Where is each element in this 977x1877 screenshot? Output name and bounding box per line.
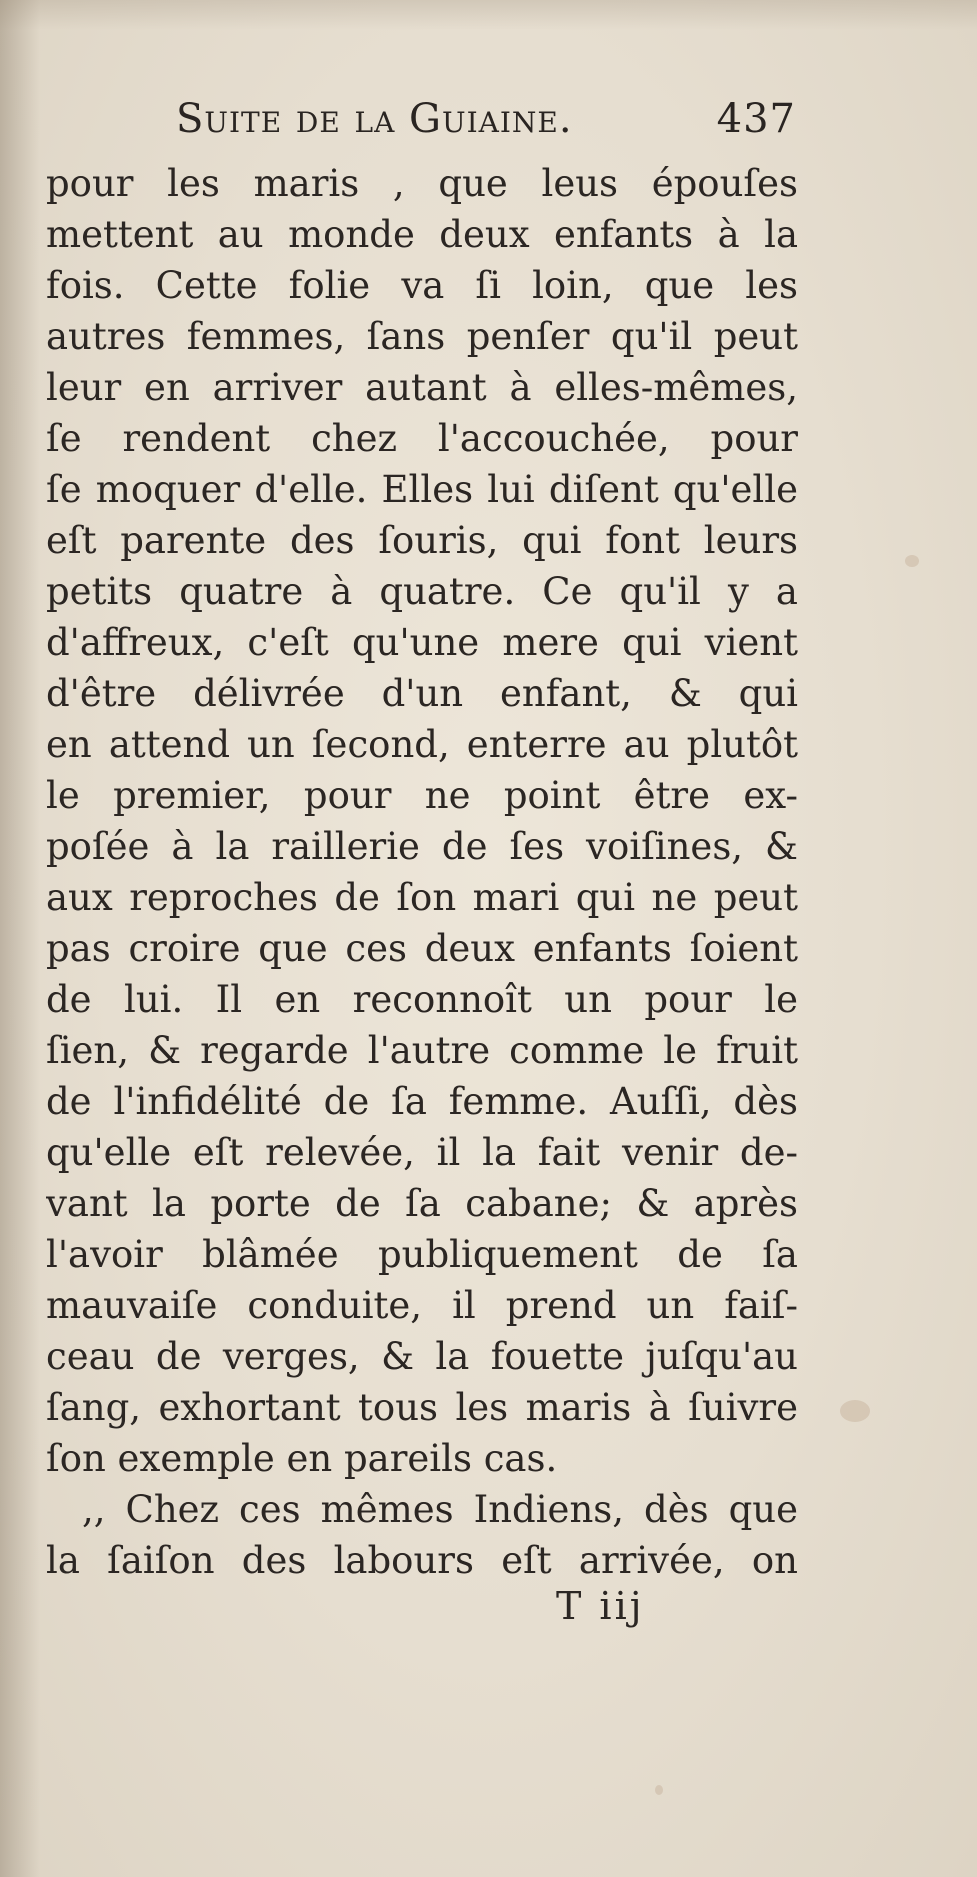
binding-shadow bbox=[0, 0, 40, 1877]
text-line: ſe moquer d'elle. Elles lui diſent qu'elle bbox=[46, 468, 798, 511]
text-line: mauvaiſe conduite, il prend un faiſ- bbox=[46, 1284, 798, 1327]
foxing-spot bbox=[840, 1400, 870, 1422]
running-title: Suite de la Guiaine. bbox=[176, 96, 573, 142]
foxing-spot bbox=[655, 1785, 663, 1795]
text-line: en attend un ſecond, enterre au plutôt bbox=[46, 723, 798, 766]
text-line: l'avoir blâmée publiquement de ſa bbox=[46, 1233, 798, 1276]
signature-mark: T iij bbox=[556, 1584, 645, 1628]
paragraph-start-line: ,, Chez ces mêmes Indiens, dès que bbox=[82, 1488, 798, 1531]
text-line: de l'infidélité de ſa femme. Auſſi, dès bbox=[46, 1080, 798, 1123]
text-line: qu'elle eſt relevée, il la fait venir de- bbox=[46, 1131, 798, 1174]
text-line: aux reproches de ſon mari qui ne peut bbox=[46, 876, 798, 919]
text-line: mettent au monde deux enfants à la bbox=[46, 213, 798, 256]
text-line: d'être délivrée d'un enfant, & qui bbox=[46, 672, 798, 715]
text-line: le premier, pour ne point être ex- bbox=[46, 774, 798, 817]
foxing-spot bbox=[905, 555, 919, 567]
page-number: 437 bbox=[716, 96, 796, 142]
text-line: pour les maris , que leus épouſes bbox=[46, 162, 798, 205]
text-line: fois. Cette folie va ſi loin, que les bbox=[46, 264, 798, 307]
text-line: autres femmes, ſans penſer qu'il peut bbox=[46, 315, 798, 358]
page-header bbox=[176, 96, 816, 152]
text-line: eſt parente des ſouris, qui font leurs bbox=[46, 519, 798, 562]
page-top-edge bbox=[0, 0, 977, 30]
text-line: d'affreux, c'eſt qu'une mere qui vient bbox=[46, 621, 798, 664]
text-line: de lui. Il en reconnoît un pour le bbox=[46, 978, 798, 1021]
text-line: la ſaiſon des labours eſt arrivée, on bbox=[46, 1539, 798, 1582]
text-line: petits quatre à quatre. Ce qu'il y a bbox=[46, 570, 798, 613]
text-line: ceau de verges, & la fouette juſqu'au bbox=[46, 1335, 798, 1378]
text-line: ſang, exhortant tous les maris à ſuivre bbox=[46, 1386, 798, 1429]
body-text bbox=[46, 158, 798, 1586]
paragraph-end-line: ſon exemple en pareils cas. bbox=[46, 1437, 558, 1480]
text-line: pas croire que ces deux enfants ſoient bbox=[46, 927, 798, 970]
text-line: ſien, & regarde l'autre comme le fruit bbox=[46, 1029, 798, 1072]
text-line: vant la porte de ſa cabane; & après bbox=[46, 1182, 798, 1225]
text-line: poſée à la raillerie de ſes voiſines, & bbox=[46, 825, 798, 868]
text-line: leur en arriver autant à elles-mêmes, bbox=[46, 366, 798, 409]
text-line: ſe rendent chez l'accouchée, pour bbox=[46, 417, 798, 460]
